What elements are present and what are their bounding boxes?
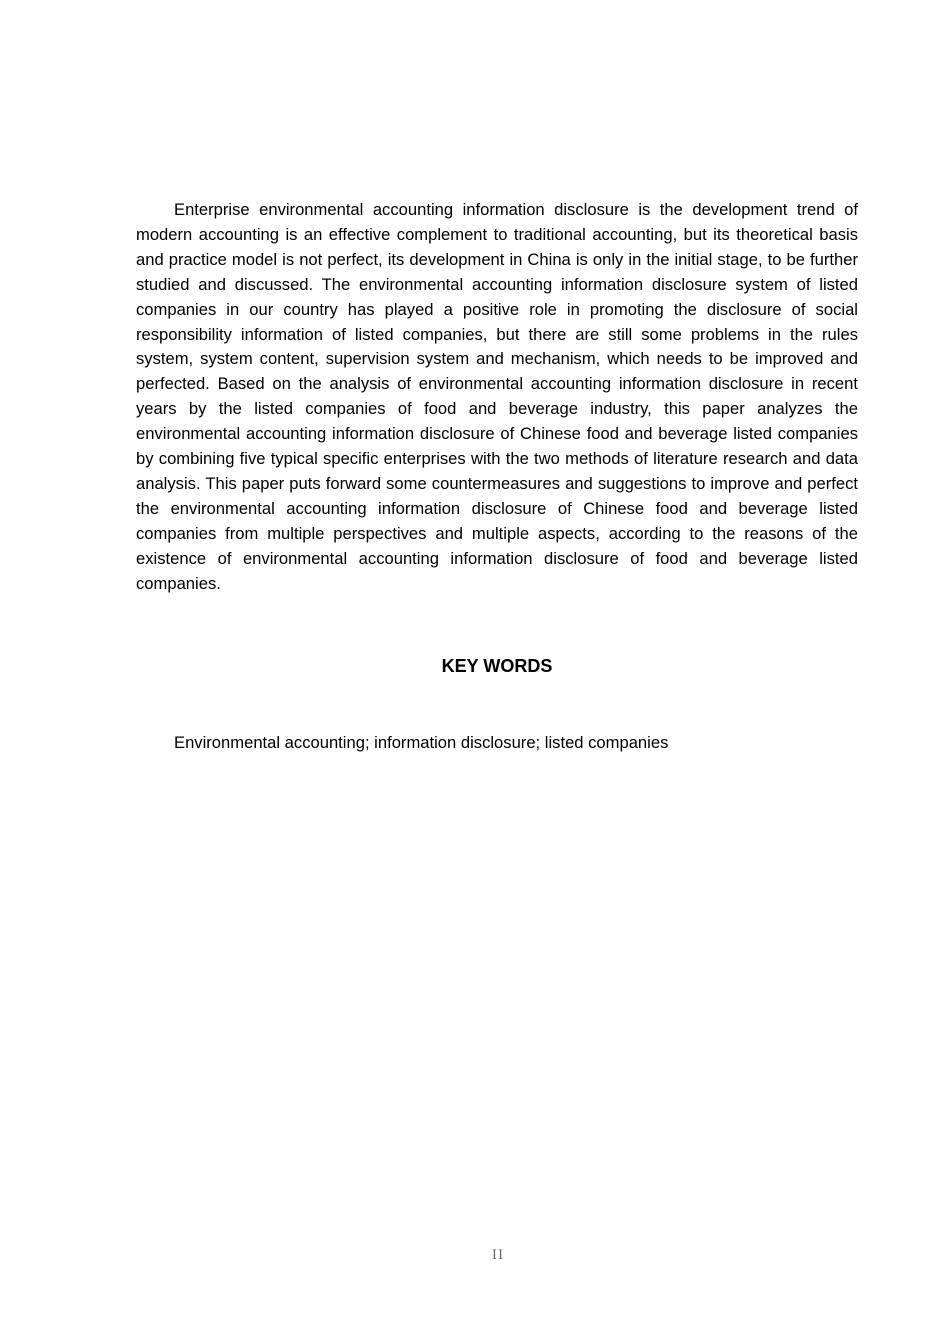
keywords-heading: KEY WORDS <box>441 656 553 676</box>
abstract-paragraph: Enterprise environmental accounting information disclosure is the development trend of modern accounting is an effective complement to traditional accounting, but its theoretical basis and practice model is not perfect, its development in China is only in the initial stage, to be further studied and discussed. The environmental accounting information disclosure system of listed companies in our country has played a positive role in promoting the disclosure of social responsibility information of listed companies, but there are still some problems in the rules system, system content, supervision system and mechanism, which needs to be improved and perfected. Based on the analysis of environmental accounting information disclosure in recent years by the listed companies of food and beverage industry, this paper analyzes the environmental accounting information disclosure of Chinese food and beverage listed companies by combining five typical specific enterprises with the two methods of literature research and data analysis. This paper puts forward some countermeasures and suggestions to improve and perfect the environmental accounting information disclosure of Chinese food and beverage listed companies from multiple perspectives and multiple aspects, according to the reasons of the existence of environmental accounting information disclosure of food and beverage listed companies. <box>136 200 858 593</box>
keywords-list: Environmental accounting; information disclosure; listed companies <box>174 733 669 752</box>
page-number: II <box>491 1248 505 1263</box>
